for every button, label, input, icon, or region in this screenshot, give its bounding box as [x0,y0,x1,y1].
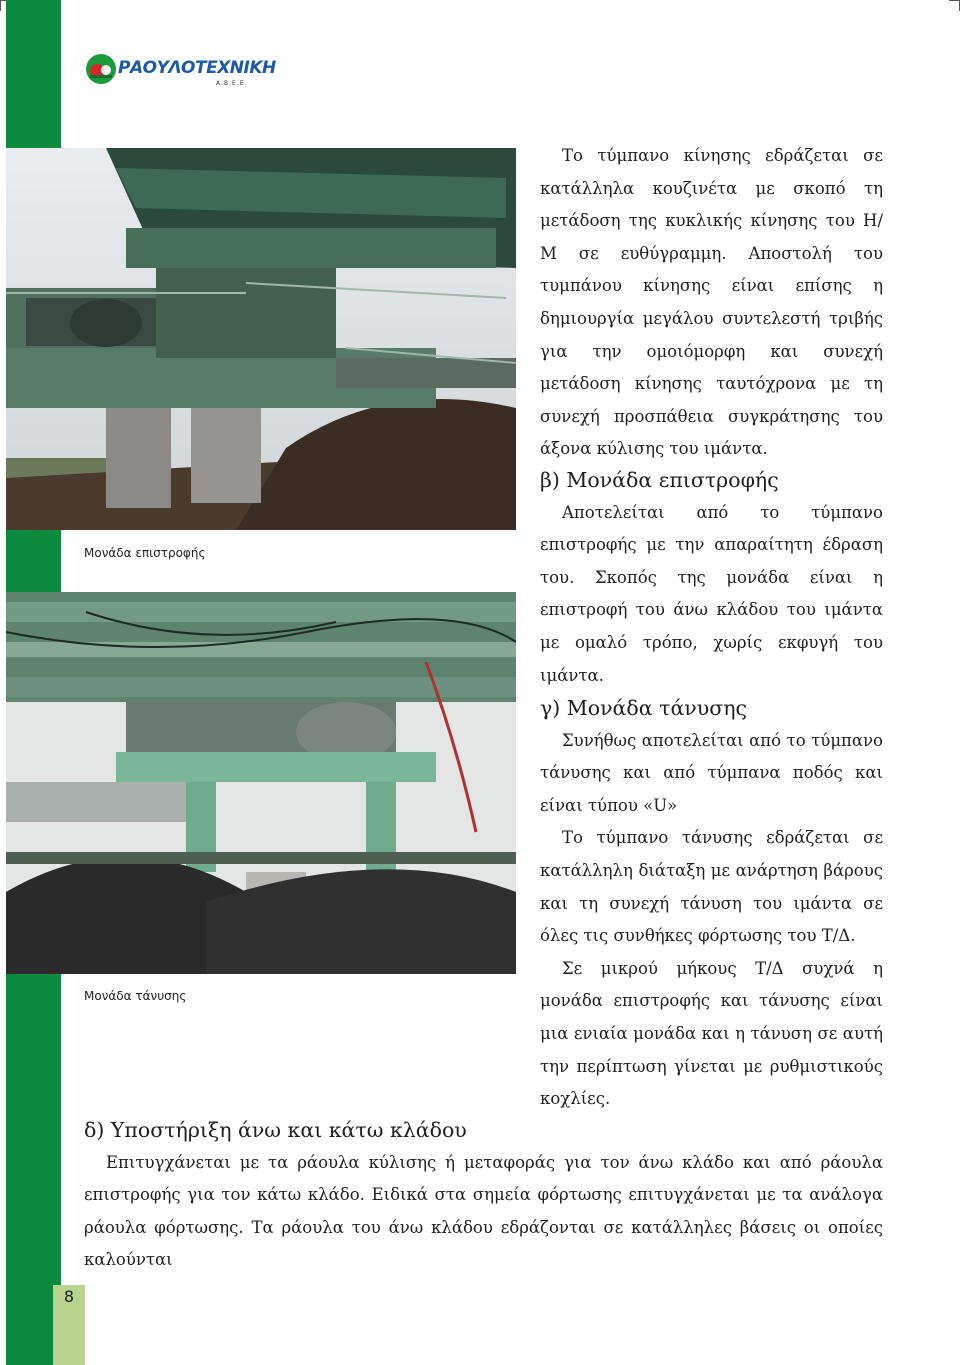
section-heading: β) Μονάδα επιστροφής [540,468,779,492]
return-unit-photo [6,148,516,530]
tension-unit-photo [6,592,516,974]
crop-mark [949,0,960,11]
figure-caption: Μονάδα επιστροφής [84,546,206,560]
paragraph: Αποτελείται από το τύμπανο επιστροφής με την απαραίτητη έδραση του. Σκοπός της μονάδα είναι η επιστροφή του άνω κλάδου του ιμάντα με ομαλό τρόπο, χωρίς εκφυγή του ιμάντα. [540,502,883,685]
section-heading: γ) Μονάδα τάνυσης [540,696,747,720]
logo-emblem-icon [84,52,118,86]
section-belt-support [84,1114,883,1277]
section-tension-unit [540,692,883,1116]
paragraph: Σε μικρού μήκους Τ/Δ συχνά η μονάδα επιστροφής και τάνυσης είναι μια ενιαία μονάδα και η τάνυση σε αυτή την περίπτωση γίνεται με ρυθμιστικούς κοχλίες. [540,958,883,1109]
page-number: 8 [63,1287,75,1306]
intro-paragraph [540,140,883,466]
logo-subtext: Α.Β.Ε.Ε. [216,80,248,87]
company-logo [84,52,274,88]
paragraph: Επιτυγχάνεται με τα ράουλα κύλισης ή μεταφοράς για τον άνω κλάδο και από ράουλα επιστροφής για τον κάτω κλάδο. Ειδικά στα σημεία φόρτωσης επιτυγχάνεται με τα ανάλογα ράουλα φόρτωσης. Τα ράουλα του άνω κλάδου εδράζονται σε κατάλληλες βάσεις οι οποίες καλούνται [84,1152,883,1270]
paragraph: Το τύμπανο τάνυσης εδράζεται σε κατάλληλη διάταξη με ανάρτηση βάρους και τη συνεχή τάνυση του ιμάντα σε όλες τις συνθήκες φόρτωσης του Τ/Δ. [540,828,883,946]
logo-text: ΡΑΟΥΛΟΤΕΧΝΙΚΗ [118,58,276,78]
figure-caption: Μονάδα τάνυσης [84,989,187,1003]
paragraph: Το τύμπανο κίνησης εδράζεται σε κατάλληλα κουζινέτα με σκοπό τη μετάδοση της κυκλικής κίνησης του Η/Μ σε ευθύγραμμη. Αποστολή του τυμπάνου κίνησης είναι επίσης η δημιουργία μεγάλου συντελεστή τριβής για την ομοιόμορφη και συνεχή μετάδοση κίνησης ταυτόχρονα με τη συνεχή προσπάθεια συγκράτησης του άξονα κύλισης του ιμάντα. [540,146,883,459]
section-return-unit [540,464,883,692]
paragraph: Συνήθως αποτελείται από το τύμπανο τάνυσης και από τύμπανα ποδός και είναι τύπου «U» [540,730,883,815]
section-heading: δ) Υποστήριξη άνω και κάτω κλάδου [84,1118,467,1142]
